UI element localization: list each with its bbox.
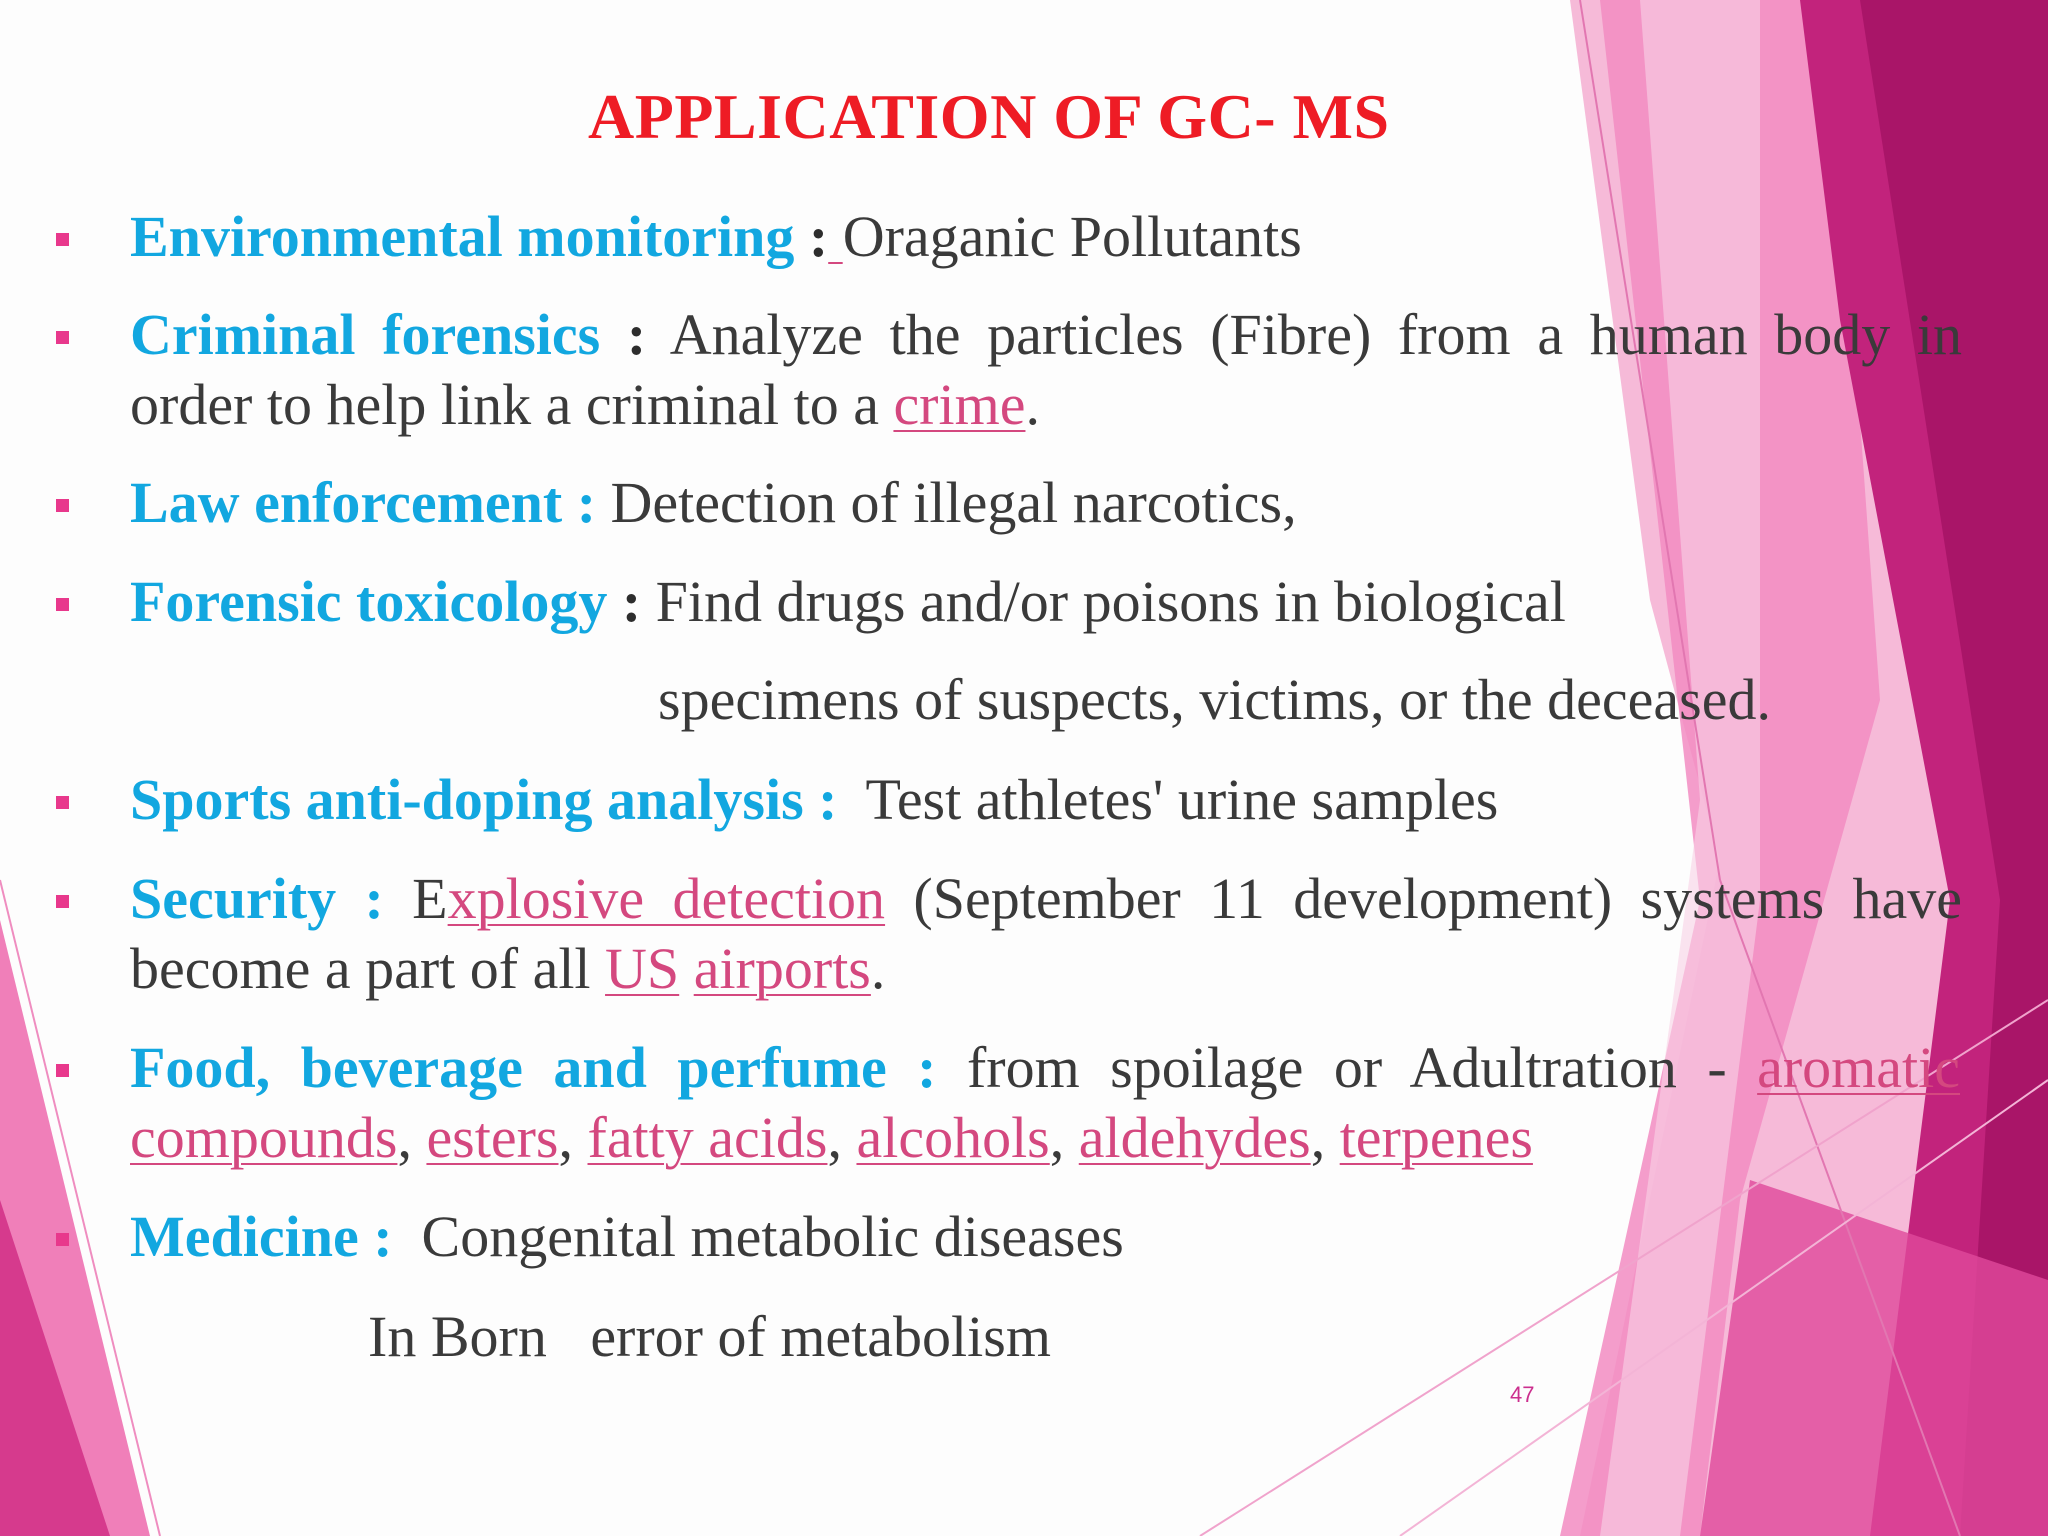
link-aromatic-compounds[interactable]: aromatic compounds <box>130 1035 1961 1170</box>
item-text: Congenital metabolic diseases <box>421 1204 1124 1269</box>
separator: , <box>1049 1105 1065 1170</box>
item-text: from spoilage or Adultration - <box>966 1035 1727 1100</box>
link-alcohols[interactable]: alcohols <box>856 1105 1050 1170</box>
item-text-end: . <box>1025 372 1040 437</box>
separator: , <box>397 1105 412 1170</box>
bullet-icon <box>56 895 69 908</box>
link-fatty-acids[interactable]: fatty acids <box>587 1105 828 1170</box>
link-terpenes[interactable]: terpenes <box>1339 1105 1533 1170</box>
bullet-icon <box>56 331 69 344</box>
item-label: Medicine : <box>130 1204 393 1269</box>
item-label: Forensic toxicology <box>130 569 608 634</box>
item-label: Environmental monitoring <box>130 204 795 269</box>
link-explosive-detection[interactable]: xplosive detection <box>447 866 886 931</box>
item-label: Law enforcement : <box>130 470 597 535</box>
list-item-environmental <box>130 202 1962 272</box>
bullet-icon <box>56 499 69 512</box>
bullet-icon <box>56 796 69 809</box>
item-continuation: In Born error of metabolism <box>368 1304 1051 1369</box>
item-text-end: . <box>870 936 886 1001</box>
list-item-food-beverage <box>130 1033 1960 1173</box>
list-item-forensic-toxicology <box>130 567 1962 637</box>
item-label: Sports anti-doping analysis : <box>130 767 838 832</box>
item-label: Criminal forensics <box>130 302 601 367</box>
item-continuation: specimens of suspects, victims, or the deceased. <box>658 667 1771 732</box>
list-item-security <box>130 864 1962 1004</box>
item-text: Analyze the particles (Fibre) from a human body in order to help link a criminal to a <box>130 302 1963 437</box>
separator: , <box>1310 1105 1326 1170</box>
item-colon: : <box>621 569 642 634</box>
bullet-icon <box>56 1233 69 1246</box>
underline-gap <box>828 204 843 269</box>
item-text: Test athletes' urine samples <box>865 767 1499 832</box>
item-text: Find drugs and/or poisons in biological <box>655 569 1566 634</box>
item-label: Food, beverage and perfume : <box>130 1035 937 1100</box>
bullet-icon <box>56 1064 69 1077</box>
item-text-prefix: E <box>412 866 448 931</box>
item-text: (September 11 development) systems have become a part of all <box>130 866 1962 1001</box>
bullet-icon <box>56 233 69 246</box>
link-crime[interactable]: crime <box>893 372 1026 437</box>
list-item-criminal-forensics <box>130 300 1962 440</box>
item-colon: : <box>626 302 647 367</box>
link-aldehydes[interactable]: aldehydes <box>1078 1105 1311 1170</box>
link-esters[interactable]: esters <box>426 1105 559 1170</box>
list-item-law-enforcement <box>130 468 1962 538</box>
link-airports[interactable]: airports <box>693 936 871 1001</box>
list-item-medicine <box>130 1202 1962 1272</box>
page-number: 47 <box>1510 1382 1535 1407</box>
list-item-sports-anti-doping <box>130 765 1962 835</box>
item-colon: : <box>808 204 829 269</box>
link-us[interactable]: US <box>605 936 680 1001</box>
separator: , <box>558 1105 573 1170</box>
bullet-icon <box>56 598 69 611</box>
separator: , <box>827 1105 842 1170</box>
slide-title: APPLICATION OF GC- MS <box>588 81 1390 152</box>
item-text: Detection of illegal narcotics, <box>610 470 1297 535</box>
item-label: Security : <box>130 866 384 931</box>
item-text: Oraganic Pollutants <box>842 204 1302 269</box>
